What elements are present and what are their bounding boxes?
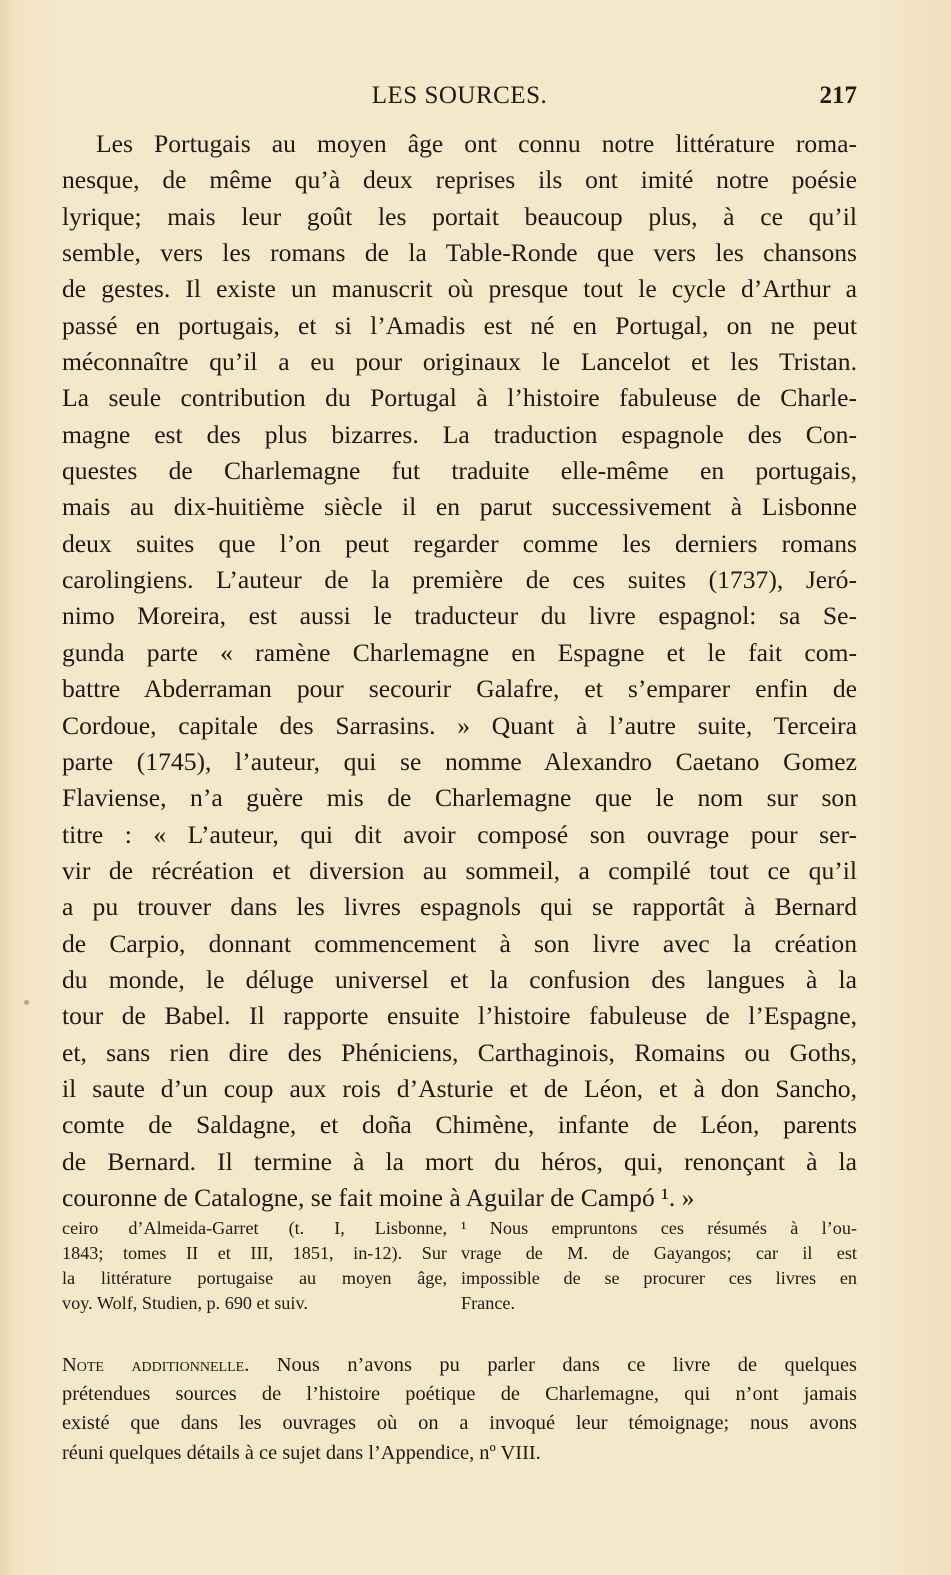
text-line: La seule contribution du Portugal à l’histoire fabuleuse de Charle-: [62, 383, 857, 413]
footnotes: [62, 1216, 857, 1316]
text-line: Cordoue, capitale des Sarrasins. » Quant à l’autre suite, Terceira: [62, 710, 857, 740]
main-text: [62, 126, 857, 1216]
text-line: semble, vers les romans de la Table-Ronde que vers les chansons: [62, 238, 857, 268]
text-line: de Carpio, donnant commencement à son livre avec la création: [62, 928, 857, 958]
note-line: réuni quelques détails à ce sujet dans l’Appendice, nº VIII.: [62, 1441, 541, 1464]
footnote-line: ¹ Nous empruntons ces résumés à l’ou-: [461, 1218, 857, 1238]
text-line: Flaviense, n’a guère mis de Charlemagne que le nom sur son: [62, 783, 857, 813]
text-line: parte (1745), l’auteur, qui se nomme Alexandro Caetano Gomez: [62, 746, 857, 776]
text-line: nesque, de même qu’à deux reprises ils ont imité notre poésie: [62, 165, 857, 195]
text-line: Les Portugais au moyen âge ont connu notre littérature roma-: [96, 129, 857, 158]
text-line: questes de Charlemagne fut traduite elle-même en portugais,: [62, 456, 857, 486]
text-line: a pu trouver dans les livres espagnols qui se rapportât à Bernard: [62, 892, 857, 922]
footnote-line: impossible de se procurer ces livres en: [461, 1268, 857, 1288]
footnote-line: voy. Wolf, Studien, p. 690 et suiv.: [62, 1293, 308, 1313]
footnote-line: France.: [461, 1293, 516, 1313]
text-line: méconnaître qu’il a eu pour originaux le Lancelot et les Tristan.: [62, 347, 857, 377]
text-line: carolingiens. L’auteur de la première de ces suites (1737), Jeró-: [62, 565, 857, 595]
text-line: nimo Moreira, est aussi le traducteur du livre espagnol: sa Se-: [62, 601, 857, 631]
text-line: gunda parte « ramène Charlemagne en Espagne et le fait com-: [62, 637, 857, 667]
text-line: vir de récréation et diversion au sommeil, a compilé tout ce qu’il: [62, 855, 857, 885]
additional-note: [62, 1351, 857, 1468]
text-line: du monde, le déluge universel et la confusion des langues à la: [62, 964, 857, 994]
page-number: 217: [819, 82, 857, 109]
text-line: couronne de Catalogne, se fait moine à Aguilar de Campó ¹. »: [62, 1182, 695, 1212]
running-title: LES SOURCES.: [371, 82, 548, 109]
text-line: comte de Saldagne, et doña Chimène, infante de Léon, parents: [62, 1110, 857, 1140]
footnote-line: ceiro d’Almeida-Garret (t. I, Lisbonne,: [62, 1218, 447, 1238]
running-header: [62, 82, 857, 112]
footnote-line: la littérature portugaise au moyen âge,: [62, 1268, 447, 1288]
text-line: et, sans rien dire des Phéniciens, Carthaginois, Romains ou Goths,: [62, 1037, 857, 1067]
note-line: prétendues sources de l’histoire poétique de Charlemagne, qui n’ont jamais: [62, 1383, 857, 1406]
note-label: Note additionnelle.: [62, 1354, 250, 1376]
note-line: existé que dans les ouvrages où on a invoqué leur témoignage; nous avons: [62, 1412, 857, 1435]
note-line: [62, 1351, 857, 1380]
text-line: il saute d’un coup aux rois d’Asturie et de Léon, et à don Sancho,: [62, 1073, 857, 1103]
footnote-continued: [62, 1216, 447, 1316]
text-line: mais au dix-huitième siècle il en parut successivement à Lisbonne: [62, 492, 857, 522]
footnote-1: [461, 1216, 857, 1316]
text-line: magne est des plus bizarres. La traduction espagnole des Con-: [62, 419, 857, 449]
text-line: passé en portugais, et si l’Amadis est né en Portugal, on ne peut: [62, 310, 857, 340]
footnote-line: 1843; tomes II et III, 1851, in-12). Sur: [62, 1243, 447, 1263]
text-line: tour de Babel. Il rapporte ensuite l’histoire fabuleuse de l’Espagne,: [62, 1001, 857, 1031]
text-line: titre : « L’auteur, qui dit avoir composé son ouvrage pour ser-: [62, 819, 857, 849]
text-line: lyrique; mais leur goût les portait beaucoup plus, à ce qu’il: [62, 201, 857, 231]
text-line: de gestes. Il existe un manuscrit où presque tout le cycle d’Arthur a: [62, 274, 857, 304]
text-line: de Bernard. Il termine à la mort du héros, qui, renonçant à la: [62, 1146, 857, 1176]
note-text: Nous n’avons pu parler dans ce livre de quelques: [249, 1354, 857, 1376]
text-line: battre Abderraman pour secourir Galafre, et s’emparer enfin de: [62, 674, 857, 704]
paper-speck: [24, 1000, 29, 1005]
text-line: deux suites que l’on peut regarder comme les derniers romans: [62, 528, 857, 558]
footnote-line: vrage de M. de Gayangos; car il est: [461, 1243, 857, 1263]
